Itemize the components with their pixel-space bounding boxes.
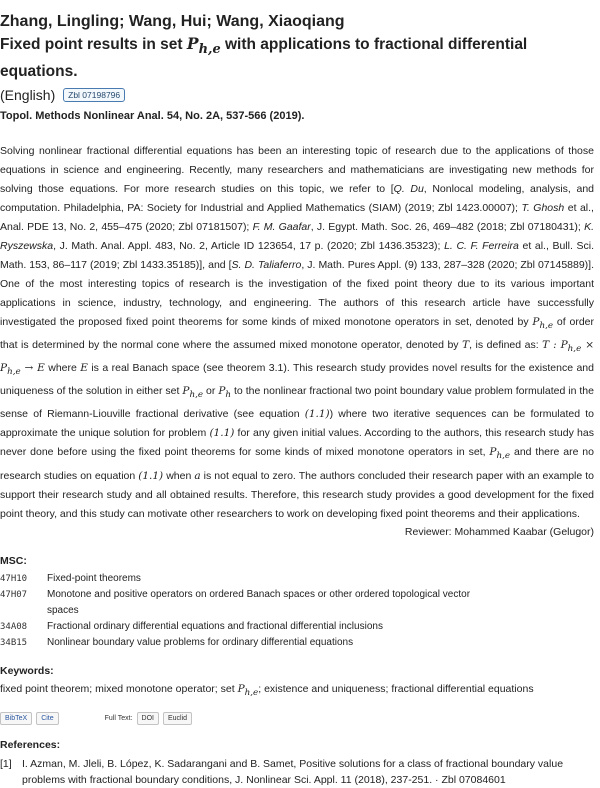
msc-row <box>0 587 477 619</box>
keywords-list: fixed point theorem; mixed monotone operator; set $P_{h,e}$; existence and uniqueness; fractional differential equations <box>0 682 534 698</box>
msc-row <box>0 635 477 651</box>
author-link[interactable]: T. Ghosh <box>521 202 565 215</box>
language-line <box>0 85 594 105</box>
math-set: $P_{h,e}$ <box>489 446 511 462</box>
msc-description: Fixed-point theorems <box>47 572 141 584</box>
keywords-heading: Keywords: <box>0 664 54 677</box>
bibtex-button[interactable]: BibTeX <box>0 712 32 725</box>
export-toolbar <box>0 712 594 725</box>
cite-button[interactable]: Cite <box>36 712 58 725</box>
title-text-end: with applications to fractional differential equations. <box>0 36 528 81</box>
msc-code[interactable]: 47H07 <box>0 589 28 600</box>
reference-text: I. Azman, M. Jleli, B. López, K. Sadarangani and B. Samet, Positive solutions for a class of fractional boundary value problems with fractional boundary conditions, J. Nonlinear Sci. Appl. 11 (2018), 237-251. · Zbl 07084601 <box>22 757 564 786</box>
paper-title <box>0 33 594 83</box>
authors: Zhang, Lingling; Wang, Hui; Wang, Xiaoqiang <box>0 13 345 30</box>
title-text-start: Fixed point results in set <box>0 36 187 53</box>
language: (English) <box>0 87 56 104</box>
title-math-set: $P_{h,e}$ <box>186 34 221 58</box>
review-text: Solving nonlinear fractional differential equations has been an interesting topic of research due to the applications of those equations in science and engineering. Recently, many researchers and mathematicians are investigating new methods for solving those equations. For more research studies on this topic, we refer to [Q. Du, Nonlocal modeling, analysis, and computation. Philadelphia, PA: Society for Industrial and Applied Mathematics (SIAM) (2019; Zbl 1423.00007); T. Ghosh et al., Anal. PDE 13, No. 2, 455–475 (2020; Zbl 07181507); F. M. Gaafar, J. Egypt. Math. Soc. 26, 469–482 (2018; Zbl 07180431); K. Ryszewska, J. Math. Anal. Appl. 483, No. 2, Article ID 123654, 17 p. (2020; Zbl 1436.35323); L. C. F. Ferreira et al., Bull. Sci. Math. 153, 86–117 (2019; Zbl 1433.35185)], and [S. D. Taliaferro, J. Math. Pures Appl. (9) 133, 287–328 (2020; Zbl 07145889)]. One of the most interesting topics of research is the investigation of the fixed point theory due to its various important applications in science, industry, technology, and engineering. The authors of this research article have successfully investigated the proposed fixed point theorems for some kinds of mixed monotone operators in set, denoted by $P_{h,e}$ of order that is determined by the normal cone where the assumed mixed monotone operator, denoted by T, is defined as: T : $P_{h,e} \times P_{h,e} \to E$ where E is a real Banach space (see theorem 3.1). This research study provides novel results for the existence and uniqueness of the solution in either set $P_{h,e}$ or $P_h$ to the nonlinear fractional two point boundary value problem formulated in the sense of Riemann-Liouville fractional derivative (see equation (1.1)) where two iterative sequences can be formulated to approximate the unique solution for problem (1.1) for any given initial values. According to the authors, this research study has never done before using the fixed point theorems for some kinds of mixed monotone operators in set, $P_{h,e}$ and there are no research studies on equation (1.1) when a is not equal to zero. The authors concluded their research paper with an example to support their research study and all obtained results. Therefore, this research study provides a good development for the fixed point theory, and this study can motivate other researchers to work on developing fixed point theorems and their applications. <box>0 145 595 520</box>
msc-code[interactable]: 47H10 <box>0 573 28 584</box>
reviewer[interactable]: Reviewer: Mohammed Kaabar (Gelugor) <box>404 525 594 538</box>
math-operator: T <box>462 339 470 352</box>
equation-ref: (1.1) <box>304 408 330 421</box>
source-citation: Topol. Methods Nonlinear Anal. 54, No. 2A, 537-566 (2019). <box>0 110 305 123</box>
euclid-button[interactable]: Euclid <box>163 712 192 725</box>
equation-ref: (1.1) <box>209 427 235 440</box>
equation-ref: (1.1) <box>138 469 164 482</box>
math-set: $P_h$ <box>218 385 232 401</box>
msc-heading: MSC: <box>0 554 27 567</box>
author-link[interactable]: K. Ryszewska <box>0 221 594 253</box>
zbl-id-badge[interactable]: Zbl 07198796 <box>63 88 125 102</box>
math-set: $P_{h,e}$ <box>182 385 204 401</box>
author-link[interactable]: S. D. Taliaferro <box>231 259 302 272</box>
msc-description: Fractional ordinary differential equations and fractional differential inclusions <box>47 620 383 632</box>
doi-button[interactable]: DOI <box>137 712 159 725</box>
keyword-math[interactable]: $P_{h,e}$ <box>237 682 259 698</box>
author-link[interactable]: Q. Du <box>393 183 424 196</box>
math-space: E <box>80 362 88 375</box>
msc-code[interactable]: 34B15 <box>0 637 28 648</box>
msc-table <box>0 571 477 651</box>
msc-row <box>0 619 477 635</box>
math-mapping: T : $P_{h,e} \times P_{h,e} \to E$ <box>0 339 595 378</box>
author-link[interactable]: L. C. F. Ferreira <box>444 240 519 253</box>
math-variable: a <box>194 469 201 482</box>
msc-description: Nonlinear boundary value problems for ordinary differential equations <box>47 636 354 648</box>
reference-item <box>0 756 594 788</box>
msc-row <box>0 571 477 587</box>
full-text-label: Full Text: <box>104 714 133 722</box>
math-set: $P_{h,e}$ <box>532 316 554 332</box>
msc-description: Monotone and positive operators on ordered Banach spaces or other ordered topological vector spaces <box>47 588 471 616</box>
references-heading: References: <box>0 738 61 751</box>
msc-code[interactable]: 34A08 <box>0 621 28 632</box>
reference-number: [1] <box>0 757 12 770</box>
author-link[interactable]: F. M. Gaafar <box>252 221 311 234</box>
